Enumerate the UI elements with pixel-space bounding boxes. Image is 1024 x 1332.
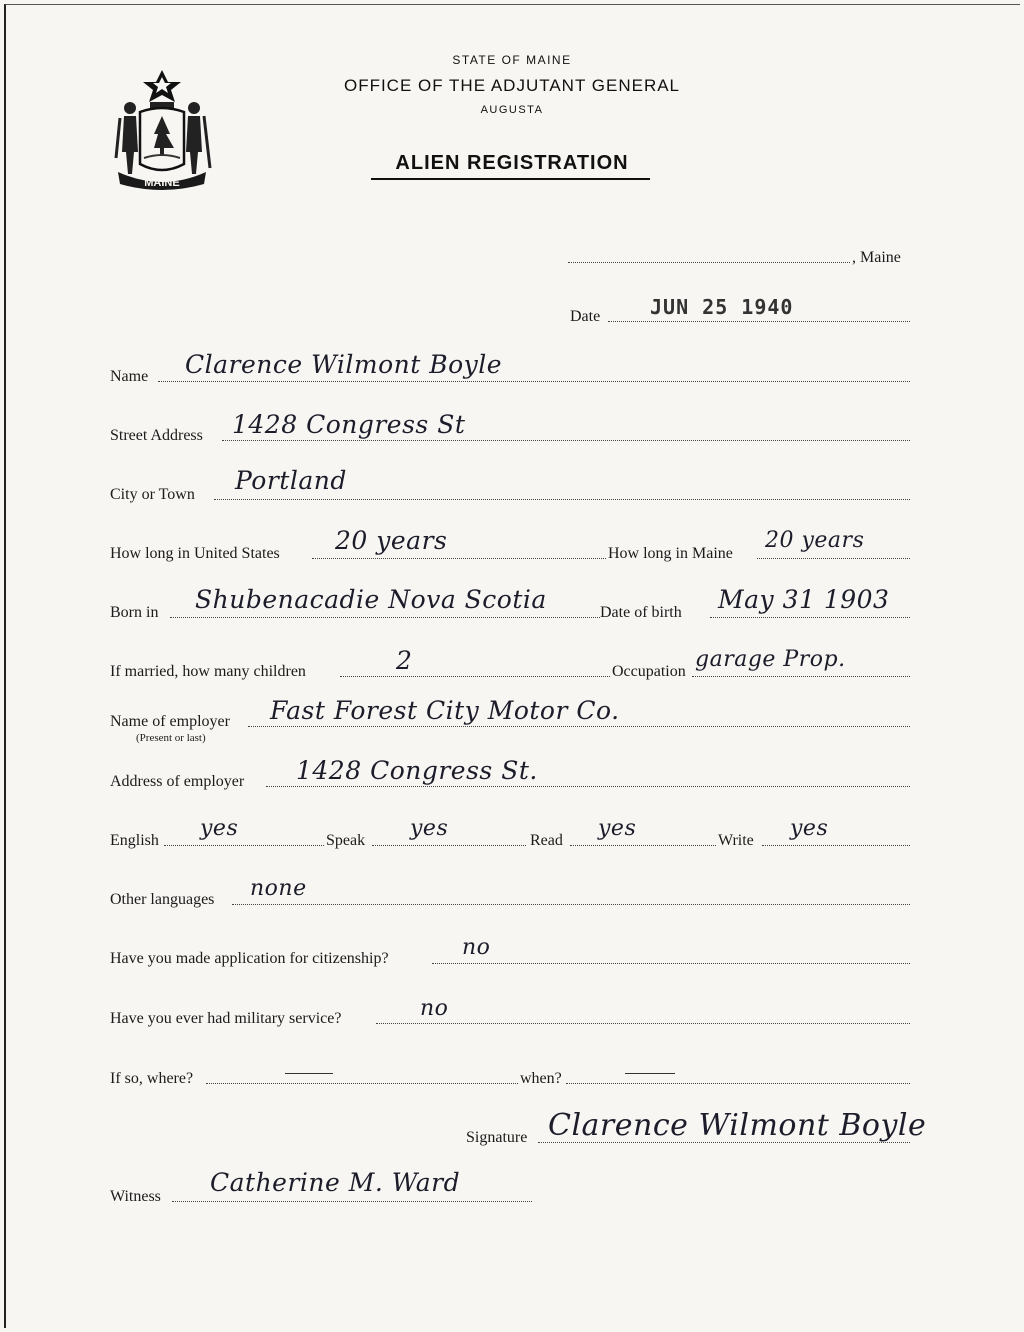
dob-value: May 31 1903 xyxy=(718,585,890,614)
where-label: If so, where? xyxy=(110,1070,194,1087)
city-value: Portland xyxy=(235,466,347,495)
employer-address-value: 1428 Congress St. xyxy=(296,756,538,785)
form-title: ALIEN REGISTRATION xyxy=(395,152,629,174)
state-heading: STATE OF MAINE xyxy=(452,53,572,67)
english-value: yes xyxy=(200,816,239,841)
employer-value: Fast Forest City Motor Co. xyxy=(270,696,620,725)
other-languages-value: none xyxy=(250,876,307,901)
born-in-line xyxy=(170,617,600,618)
title-underline xyxy=(371,178,650,180)
how-long-us-label: How long in United States xyxy=(110,545,280,562)
signature-label: Signature xyxy=(466,1129,528,1146)
office-heading: OFFICE OF THE ADJUTANT GENERAL xyxy=(343,76,681,95)
dob-line xyxy=(710,617,910,618)
name-line xyxy=(158,381,910,382)
maine-suffix: , Maine xyxy=(852,249,901,266)
military-value: no xyxy=(420,996,449,1021)
employer-address-line xyxy=(266,786,910,787)
where-line xyxy=(206,1083,518,1084)
born-in-label: Born in xyxy=(110,604,159,621)
how-long-maine-value: 20 years xyxy=(765,528,865,553)
street-label: Street Address xyxy=(110,427,203,444)
street-line xyxy=(222,440,910,441)
write-value: yes xyxy=(790,816,829,841)
how-long-maine-line xyxy=(757,558,910,559)
occupation-label: Occupation xyxy=(612,663,686,680)
how-long-us-value: 20 years xyxy=(335,526,448,555)
when-line xyxy=(566,1083,910,1084)
speak-line xyxy=(372,845,526,846)
speak-label: Speak xyxy=(326,832,366,849)
witness-value: Catherine M. Ward xyxy=(210,1168,461,1197)
dob-label: Date of birth xyxy=(600,604,682,621)
children-value: 2 xyxy=(396,646,413,675)
read-value: yes xyxy=(598,816,637,841)
other-languages-line xyxy=(232,904,910,905)
how-long-maine-label: How long in Maine xyxy=(608,545,733,562)
children-label: If married, how many children xyxy=(110,663,306,680)
how-long-us-line xyxy=(312,558,606,559)
when-label: when? xyxy=(520,1070,562,1087)
signature-value: Clarence Wilmont Boyle xyxy=(548,1108,927,1143)
employer-line xyxy=(248,726,910,727)
occupation-line xyxy=(692,676,910,677)
city-line xyxy=(214,499,910,500)
children-line xyxy=(340,676,610,677)
city-label: City or Town xyxy=(110,486,195,503)
write-line xyxy=(762,845,910,846)
military-label: Have you ever had military service? xyxy=(110,1010,342,1027)
english-line xyxy=(164,845,324,846)
date-line xyxy=(608,321,910,322)
occupation-value: garage Prop. xyxy=(695,647,846,672)
employer-address-label: Address of employer xyxy=(110,773,245,790)
city-heading: AUGUSTA xyxy=(480,104,544,116)
other-languages-label: Other languages xyxy=(110,891,215,908)
witness-label: Witness xyxy=(110,1188,161,1205)
citizenship-line xyxy=(432,963,910,964)
where-dash xyxy=(285,1073,333,1074)
witness-line xyxy=(172,1201,532,1202)
employer-note: (Present or last) xyxy=(136,732,206,744)
when-dash xyxy=(625,1073,675,1074)
citizenship-label: Have you made application for citizenship? xyxy=(110,950,389,967)
read-label: Read xyxy=(530,832,563,849)
seal-label: MAINE xyxy=(144,177,180,189)
name-label: Name xyxy=(110,368,149,385)
english-label: English xyxy=(110,832,159,849)
date-stamp: JUN 25 1940 xyxy=(650,295,794,319)
employer-label: Name of employer xyxy=(110,713,230,730)
speak-value: yes xyxy=(410,816,449,841)
read-line xyxy=(570,845,716,846)
date-label: Date xyxy=(570,308,601,325)
write-label: Write xyxy=(718,832,754,849)
military-line xyxy=(376,1023,910,1024)
citizenship-value: no xyxy=(462,935,491,960)
born-in-value: Shubenacadie Nova Scotia xyxy=(195,585,547,614)
name-value: Clarence Wilmont Boyle xyxy=(185,350,503,379)
town-line xyxy=(568,262,850,263)
street-value: 1428 Congress St xyxy=(232,410,466,439)
